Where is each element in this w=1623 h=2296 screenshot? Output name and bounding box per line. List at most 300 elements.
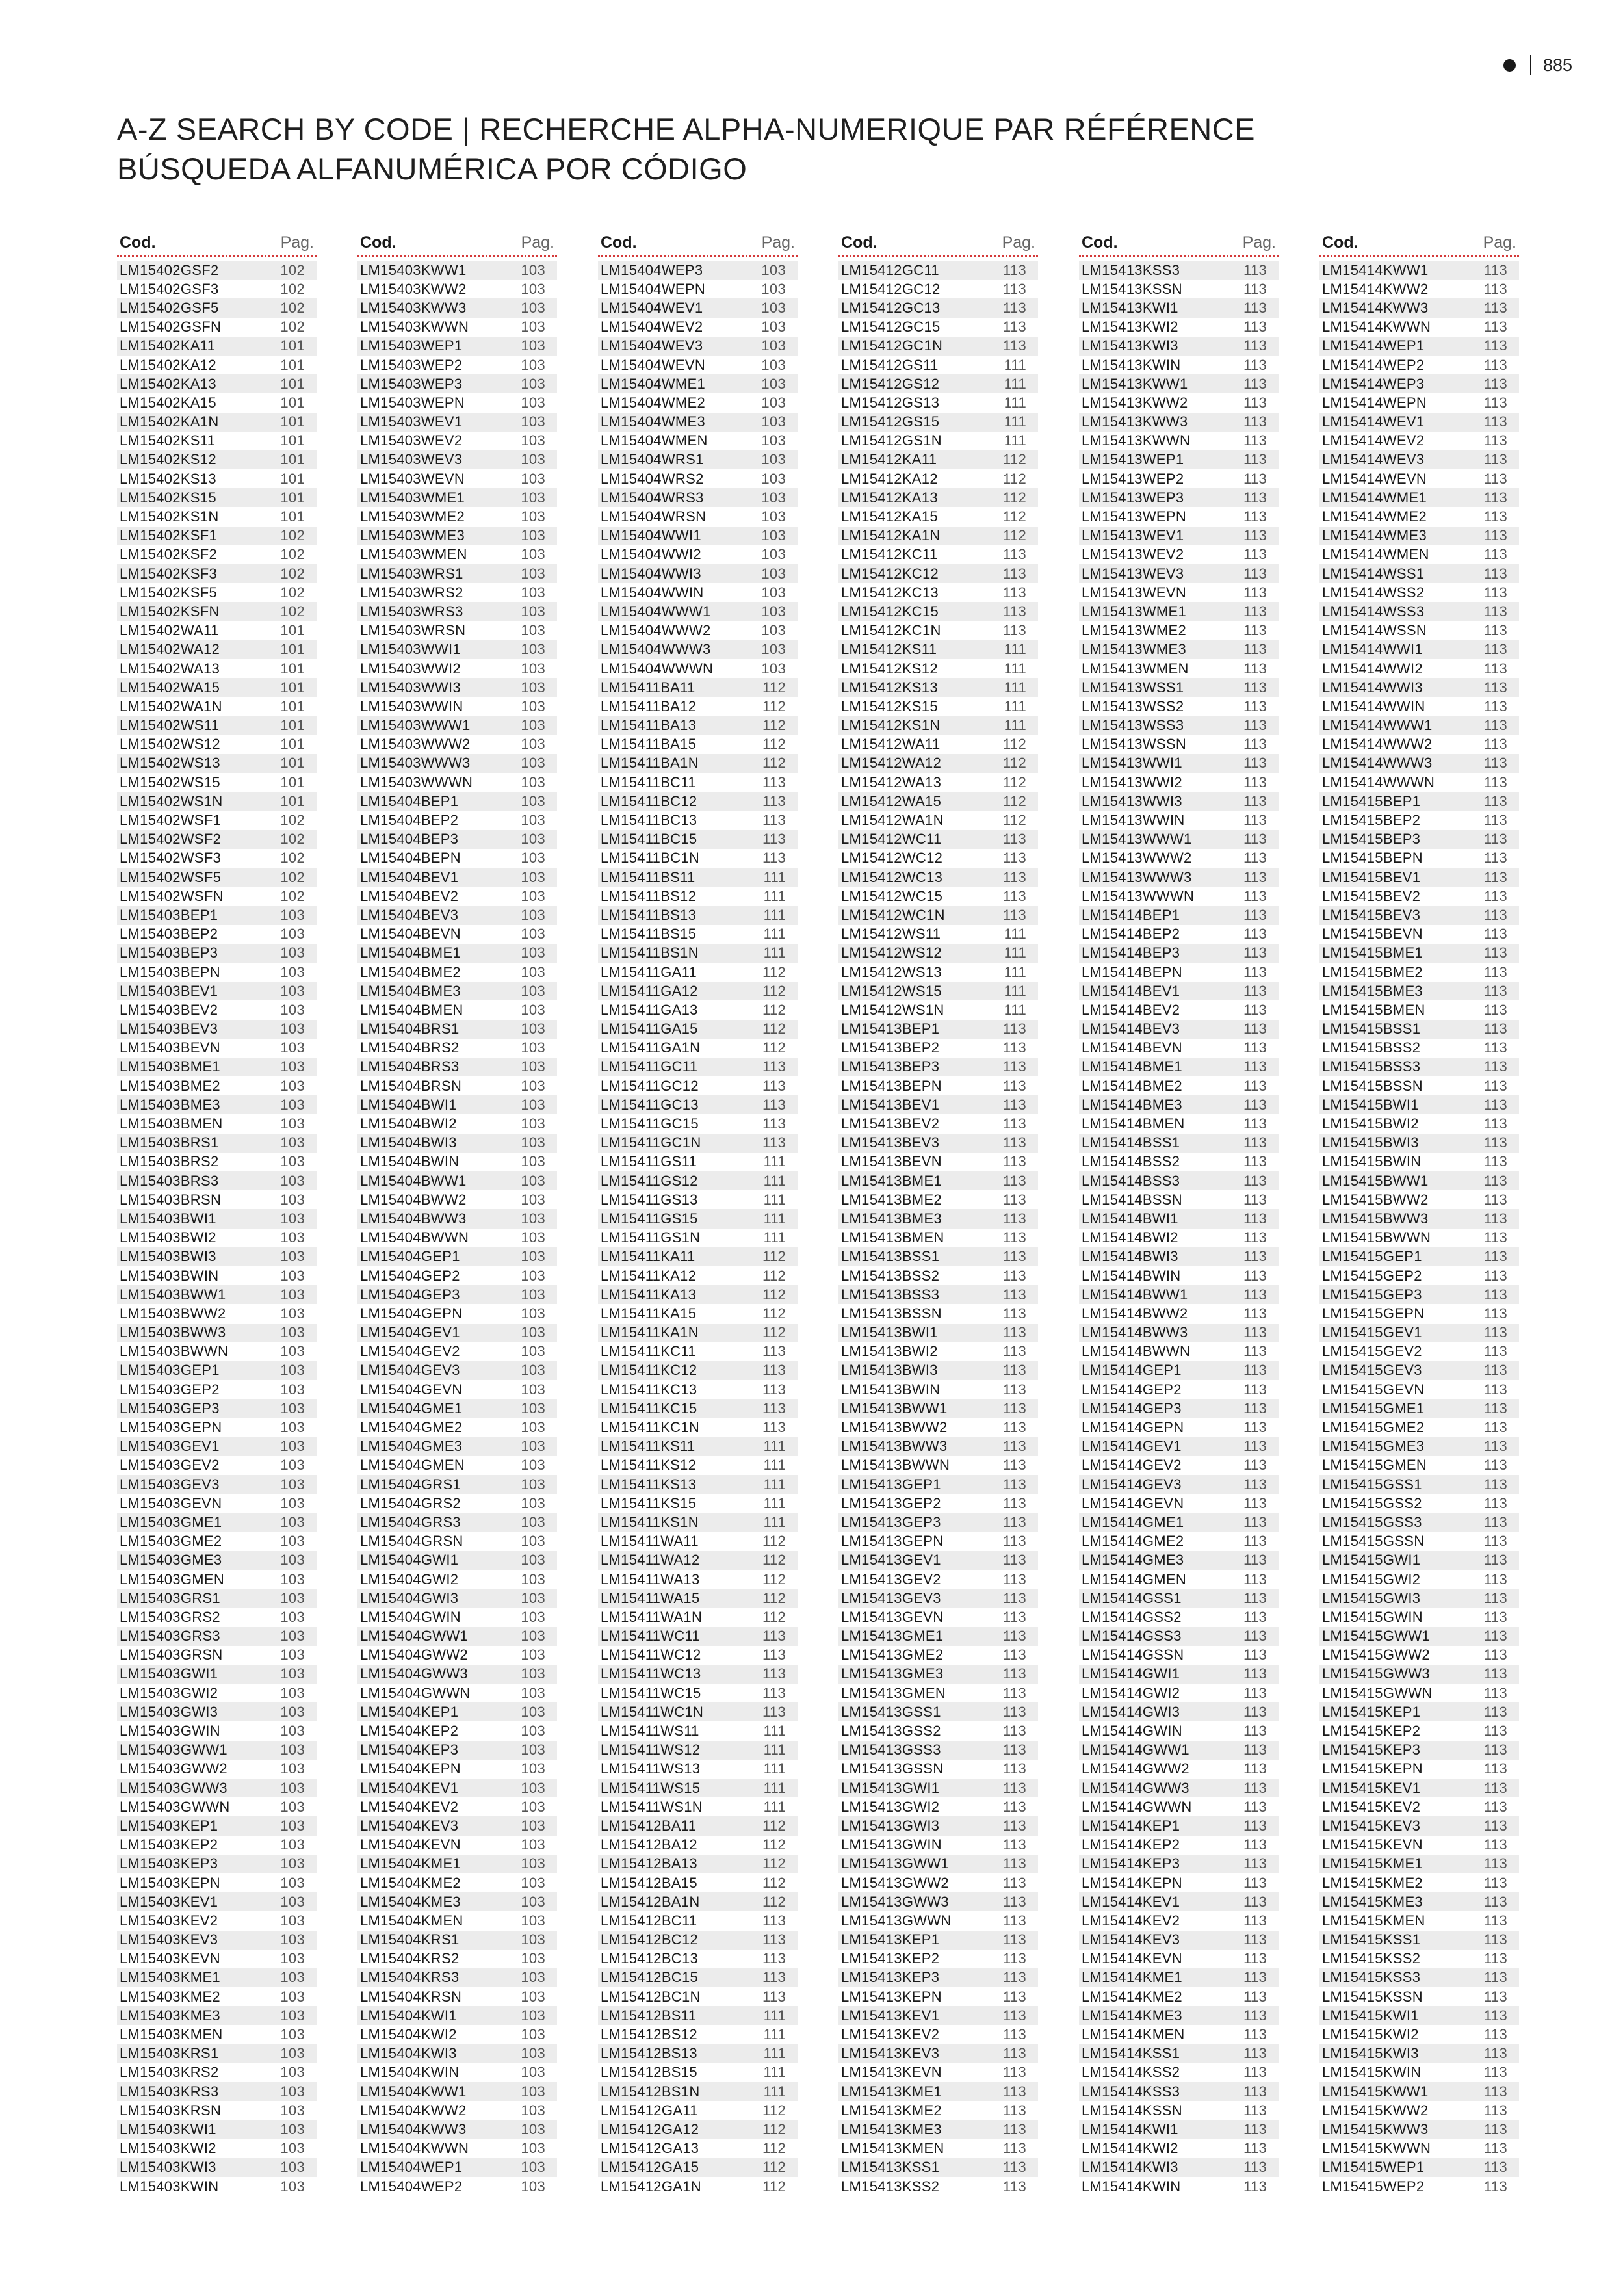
table-row [117,1153,317,1171]
table-row [838,527,1038,545]
table-row [598,906,798,924]
page-reference: 113 [1003,1912,1026,1929]
table-row [1319,982,1519,1000]
table-row [838,1020,1038,1039]
product-code: LM15402WS13 [120,755,220,772]
product-code: LM15413WWW2 [1082,850,1192,867]
table-row [598,1190,798,1209]
page-reference: 103 [761,299,786,316]
table-row [357,2120,557,2139]
page-reference: 113 [1243,2026,1267,2043]
page-reference: 113 [1243,470,1267,487]
product-code: LM15403BWW2 [120,1305,226,1322]
product-code: LM15413WWW3 [1082,868,1192,885]
product-code: LM15403GRS1 [120,1589,220,1606]
page-reference: 113 [1003,1533,1026,1550]
page-reference: 113 [1243,1381,1267,1398]
product-code: LM15414GME3 [1082,1552,1184,1569]
product-code: LM15403KRS3 [120,2083,219,2100]
table-row [357,754,557,773]
table-row [357,659,557,678]
table-row [1079,1855,1279,1873]
table-row [598,792,798,811]
page-reference: 103 [521,1115,545,1132]
page-reference: 113 [762,1343,786,1360]
product-code: LM15413GSS3 [841,1742,941,1758]
table-row [357,1380,557,1399]
table-row [1079,1836,1279,1855]
table-row [357,1247,557,1266]
page-reference: 113 [1484,926,1507,943]
page-reference: 103 [280,1400,305,1416]
product-code: LM15403BWI1 [120,1210,216,1227]
page-reference: 103 [280,1153,305,1170]
page-reference: 103 [521,1229,545,1246]
product-code: LM15412KC12 [841,565,939,582]
page-reference: 103 [521,1343,545,1360]
table-row [838,1494,1038,1513]
product-code: LM15404GMEN [360,1457,465,1474]
product-code: LM15411GC11 [601,1058,698,1075]
product-code: LM15414GWW1 [1082,1742,1189,1758]
table-row [1079,849,1279,868]
page-reference: 113 [1243,945,1267,961]
product-code: LM15415KWI1 [1322,2007,1419,2024]
product-code: LM15412WC1N [841,906,945,923]
product-code: LM15403WWI3 [360,679,461,696]
table-row [117,1513,317,1532]
product-code: LM15404BME3 [360,982,461,999]
table-row [598,1000,798,1019]
table-row [117,1873,317,1892]
index-column-6 [1319,228,1519,2196]
page-reference: 111 [763,1210,786,1227]
page-reference: 103 [521,1855,545,1872]
table-row [838,469,1038,488]
product-code: LM15402WS15 [120,774,220,790]
product-code: LM15415KEP1 [1322,1703,1421,1720]
product-code: LM15415GWI1 [1322,1552,1421,1569]
page-reference: 103 [521,1533,545,1550]
page-reference: 112 [762,1021,786,1037]
table-row [117,450,317,469]
table-row [1319,1456,1519,1475]
product-code: LM15404GEV3 [360,1362,460,1379]
table-row [357,602,557,621]
page-reference: 113 [762,1665,786,1682]
table-row [598,1229,798,1247]
page-reference: 103 [280,2045,305,2062]
page-reference: 113 [1243,641,1267,658]
table-row [357,1324,557,1342]
table-row [598,2006,798,2025]
page-reference: 113 [1484,546,1507,563]
table-row [598,1285,798,1304]
page-reference: 103 [280,1931,305,1948]
page-reference: 113 [1003,1305,1026,1322]
product-code: LM15403GEV2 [120,1457,220,1474]
page-reference: 103 [280,1362,305,1379]
product-code: LM15403GWI1 [120,1665,218,1682]
page-reference: 113 [1243,679,1267,696]
product-code: LM15411BC12 [601,792,697,809]
table-row [598,621,798,640]
product-code: LM15411BS13 [601,906,697,923]
page-reference: 112 [762,2120,786,2137]
product-code: LM15411WS1N [601,1798,703,1815]
page-reference: 113 [762,1077,786,1094]
product-code: LM15411BS12 [601,887,697,904]
table-row [1319,697,1519,716]
page-reference: 113 [1003,2178,1026,2195]
product-code: LM15413GWI1 [841,1779,940,1796]
table-row [598,1513,798,1532]
page-reference: 103 [521,2083,545,2100]
page-reference: 103 [521,1494,545,1511]
product-code: LM15414WEVN [1322,470,1427,487]
page-reference: 102 [280,261,305,278]
product-code: LM15403WRSN [360,622,466,639]
page-reference: 113 [1484,1760,1507,1777]
product-code: LM15404WMEN [601,432,708,449]
table-row [357,1987,557,2006]
page-reference: 103 [521,660,545,677]
table-row [1079,716,1279,735]
table-row [838,1702,1038,1721]
table-row [1079,1190,1279,1209]
product-code: LM15411WA13 [601,1571,700,1587]
product-code: LM15403WWW1 [360,717,471,734]
table-row [357,678,557,697]
table-row [598,811,798,829]
product-code: LM15415GEP2 [1322,1267,1422,1284]
table-row [838,393,1038,412]
product-code: LM15413KSS2 [841,2178,940,2195]
table-row [1079,925,1279,944]
page-number: 885 [1542,55,1572,75]
product-code: LM15413KEPN [841,1988,942,2005]
product-code: LM15403WWWN [360,774,473,790]
page-reference: 113 [1484,337,1507,354]
page-reference: 103 [280,1874,305,1891]
table-row [1319,1570,1519,1589]
page-reference: 113 [1003,261,1026,278]
product-code: LM15402KSF5 [120,584,218,601]
page-reference: 102 [280,319,305,335]
product-code: LM15414KME1 [1082,1969,1182,1986]
product-code: LM15411GA13 [601,1001,698,1018]
table-row [117,1987,317,2006]
table-row [117,1494,317,1513]
page-reference: 113 [1484,1021,1507,1037]
table-row [1319,1855,1519,1873]
product-code: LM15414KEV2 [1082,1912,1180,1929]
product-code: LM15404GWW3 [360,1665,468,1682]
product-code: LM15413BEV2 [841,1115,940,1132]
table-row [598,659,798,678]
product-code: LM15415GEP3 [1322,1286,1422,1303]
page-reference: 113 [1003,1153,1026,1170]
page-reference: 103 [280,1798,305,1815]
page-reference: 113 [1243,394,1267,411]
table-row [1079,2139,1279,2158]
page-reference: 113 [1243,1419,1267,1436]
product-code: LM15413KSSN [1082,280,1182,297]
table-row [1079,1266,1279,1285]
product-code: LM15412BS13 [601,2045,697,2062]
product-code: LM15403BWWN [120,1343,229,1360]
page-reference: 113 [1003,1324,1026,1341]
page-title [117,109,1255,189]
table-row [598,2082,798,2101]
page-reference: 111 [1004,394,1026,411]
page-reference: 103 [280,1305,305,1322]
table-row [838,1229,1038,1247]
product-code: LM15413GMEN [841,1684,946,1701]
product-code: LM15414WME2 [1322,508,1427,525]
page-reference: 112 [762,1571,786,1587]
table-row [1319,1380,1519,1399]
table-row [1319,1000,1519,1019]
page-reference: 113 [1243,2045,1267,2062]
page-reference: 103 [521,1286,545,1303]
page-reference: 103 [521,2007,545,2024]
page-reference: 103 [280,1647,305,1663]
table-row [117,1931,317,1950]
table-row [1319,925,1519,944]
table-row [1319,1684,1519,1702]
table-row [357,1646,557,1665]
page-reference: 113 [1243,1552,1267,1569]
product-code: LM15411BC15 [601,831,697,848]
page-reference: 103 [521,375,545,392]
table-row [838,1950,1038,1968]
table-row [1079,659,1279,678]
table-row [838,1361,1038,1380]
page-reference: 112 [762,679,786,696]
table-row [838,1418,1038,1437]
product-code: LM15413BEPN [841,1077,942,1094]
table-row [117,640,317,659]
page-reference: 113 [1484,641,1507,658]
page-reference: 103 [521,1988,545,2005]
header-code-label: Cod. [360,233,396,252]
page-reference: 103 [761,660,786,677]
page-reference: 103 [280,1608,305,1625]
table-row [1079,1171,1279,1190]
table-row [598,1532,798,1551]
page-reference: 113 [1484,1589,1507,1606]
table-row [1079,1209,1279,1228]
page-reference: 113 [1003,1438,1026,1455]
product-code: LM15403GWW2 [120,1760,227,1777]
product-code: LM15403BWW1 [120,1286,226,1303]
table-row [357,1779,557,1797]
page-reference: 113 [762,1096,786,1113]
table-row [1319,1741,1519,1760]
page-reference: 103 [521,2140,545,2157]
page-reference: 111 [763,1172,786,1189]
page-reference: 113 [1003,1817,1026,1834]
page-reference: 113 [762,1115,786,1132]
page-reference: 113 [762,1400,786,1416]
product-code: LM15404KWW2 [360,2102,467,2119]
product-code: LM15415BWWN [1322,1229,1431,1246]
product-code: LM15403BEP1 [120,906,218,923]
page-reference: 111 [763,1438,786,1455]
table-row [598,887,798,906]
table-row [1079,1229,1279,1247]
product-code: LM15415KSSN [1322,1988,1423,2005]
table-row [598,469,798,488]
table-row [838,963,1038,982]
page-reference: 111 [1004,660,1026,677]
page-reference: 103 [280,906,305,923]
product-code: LM15415GMEN [1322,1457,1427,1474]
page-reference: 113 [1484,280,1507,297]
page-reference: 113 [1003,1665,1026,1682]
page-reference: 103 [280,1988,305,2005]
table-row [117,2158,317,2177]
page-reference: 113 [1243,926,1267,943]
page-reference: 113 [1243,755,1267,772]
table-row [598,735,798,754]
product-code: LM15411WA15 [601,1589,700,1606]
table-row [117,280,317,298]
product-code: LM15414KWIN [1082,2178,1181,2195]
page-reference: 113 [1243,1931,1267,1948]
product-code: LM15403GEP2 [120,1381,220,1398]
product-code: LM15415KEV2 [1322,1798,1421,1815]
product-code: LM15415GWI3 [1322,1589,1421,1606]
page-reference: 113 [1484,319,1507,335]
page-reference: 113 [1484,1969,1507,1986]
product-code: LM15404GEV2 [360,1343,460,1360]
table-row [838,1513,1038,1532]
table-row [1319,811,1519,829]
page-reference: 113 [762,1950,786,1967]
product-code: LM15404GRSN [360,1533,463,1550]
product-code: LM15412GC15 [841,319,941,335]
table-row [357,1760,557,1779]
page-reference: 103 [521,1912,545,1929]
product-code: LM15415KWIN [1322,2064,1422,2081]
page-reference: 103 [280,2120,305,2137]
page-reference: 113 [1003,1684,1026,1701]
page-reference: 103 [521,565,545,582]
table-row [117,1361,317,1380]
page-reference: 113 [1484,1305,1507,1322]
table-row [1319,2063,1519,2082]
product-code: LM15412KC1N [841,622,941,639]
page-reference: 113 [1003,1969,1026,1986]
product-code: LM15404GRS3 [360,1513,461,1530]
page-number-area [1503,52,1572,78]
table-row [357,887,557,906]
page-reference: 113 [1003,2026,1026,2043]
page-reference: 103 [521,1874,545,1891]
product-code: LM15411BS11 [601,868,695,885]
table-row [598,2025,798,2044]
product-code: LM15403GRSN [120,1647,223,1663]
product-code: LM15412BC12 [601,1931,699,1948]
page-reference: 112 [1003,451,1026,468]
page-reference: 102 [280,584,305,601]
table-row [357,1266,557,1285]
page-reference: 103 [280,1381,305,1398]
product-code: LM15404WWI1 [601,527,701,544]
table-row [357,1229,557,1247]
page-reference: 113 [1243,451,1267,468]
column-header [598,228,798,257]
product-code: LM15404GRS1 [360,1476,461,1493]
table-row [117,1020,317,1039]
page-reference: 103 [280,1552,305,1569]
page-reference: 113 [1003,1419,1026,1436]
table-row [1319,1797,1519,1816]
product-code: LM15414BEV2 [1082,1001,1180,1018]
page-reference: 103 [521,1172,545,1189]
table-row [1079,1076,1279,1095]
product-code: LM15402KA15 [120,394,216,411]
product-code: LM15412GA11 [601,2102,698,2119]
page-reference: 113 [1003,1571,1026,1587]
product-code: LM15402KS12 [120,451,216,468]
table-row [598,1911,798,1930]
product-code: LM15415BWI1 [1322,1096,1419,1113]
page-reference: 103 [521,2026,545,2043]
page-reference: 113 [1243,508,1267,525]
product-code: LM15404GEVN [360,1381,463,1398]
table-row [1079,963,1279,982]
page-reference: 113 [1243,812,1267,829]
table-row [357,1190,557,1209]
product-code: LM15403BME1 [120,1058,220,1075]
table-row [838,507,1038,526]
product-code: LM15403WRS3 [360,603,463,620]
page-reference: 113 [1484,1457,1507,1474]
column-rows [838,261,1038,2196]
page-reference: 112 [1003,755,1026,772]
product-code: LM15414WWI2 [1322,660,1423,677]
page-reference: 103 [761,356,786,373]
page-reference: 103 [521,698,545,714]
product-code: LM15415GSS1 [1322,1476,1422,1493]
table-row [1319,1153,1519,1171]
product-code: LM15413WEV1 [1082,527,1184,544]
page-reference: 111 [1004,432,1026,449]
page-reference: 113 [1484,1153,1507,1170]
product-code: LM15412KA1N [841,527,941,544]
page-reference: 113 [1243,1153,1267,1170]
table-row [1079,1153,1279,1171]
page-reference: 103 [521,1362,545,1379]
product-code: LM15403KWI3 [120,2159,216,2176]
product-code: LM15414WSSN [1322,622,1427,639]
product-code: LM15411KC11 [601,1343,696,1360]
page-reference: 103 [521,717,545,734]
page-reference: 113 [1243,2102,1267,2119]
product-code: LM15411BS1N [601,945,699,961]
page-reference: 113 [1484,850,1507,867]
product-code: LM15403GWI3 [120,1703,218,1720]
page-reference: 101 [280,470,305,487]
product-code: LM15403KWW3 [360,299,467,316]
product-code: LM15404GME2 [360,1419,463,1436]
table-row [598,1266,798,1285]
page-reference: 113 [1243,261,1267,278]
table-row [598,1058,798,1076]
